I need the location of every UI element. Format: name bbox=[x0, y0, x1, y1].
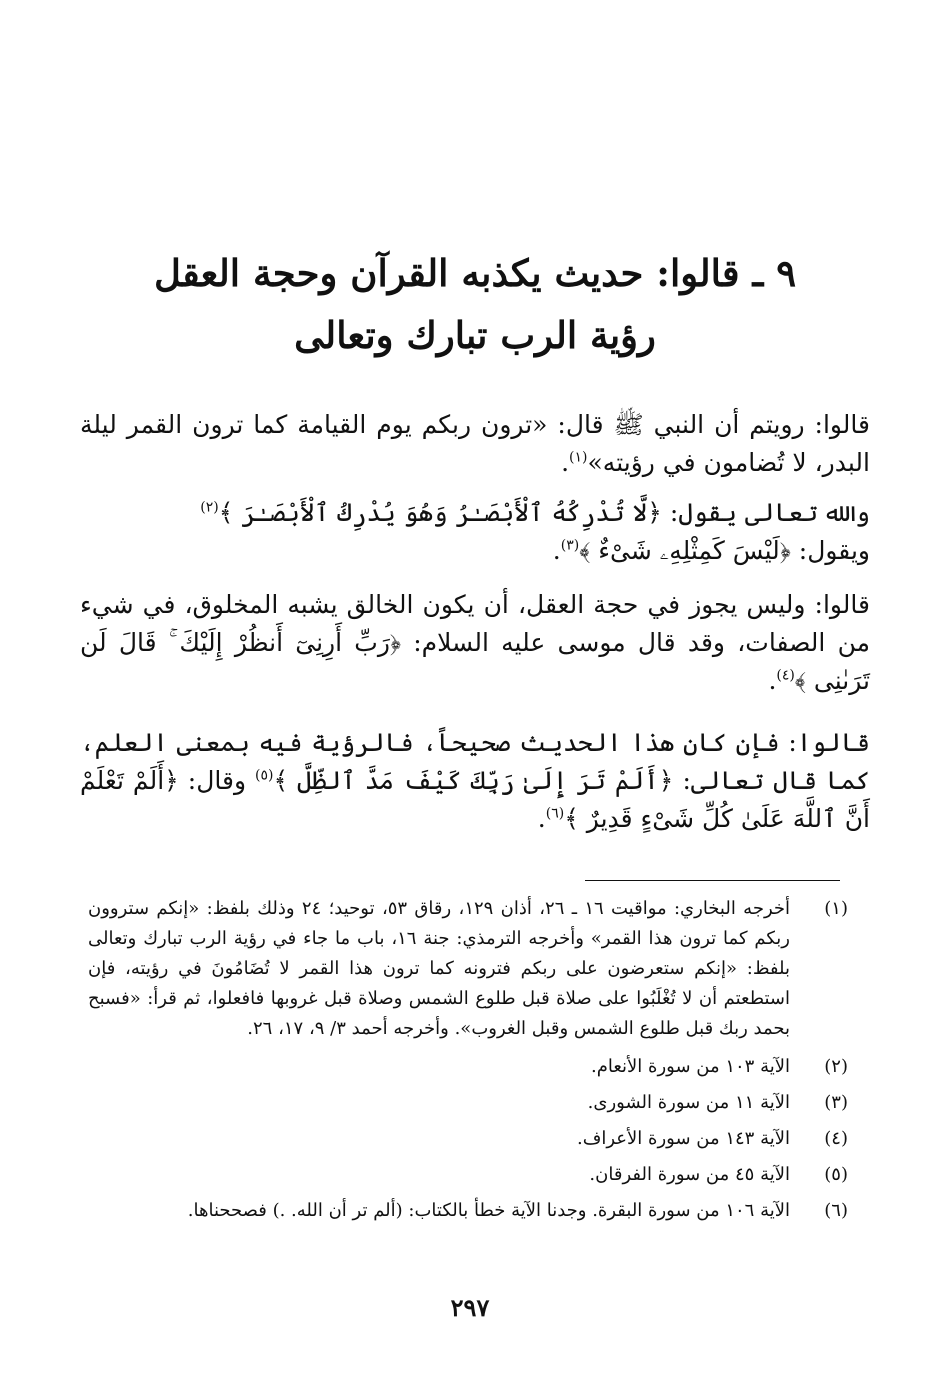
paragraph-2-verse-a: والله تعالى يقول: ﴿لَّا تُدْرِكُهُ ٱلْأَبْصَـٰرُ وَهُوَ يُدْرِكُ ٱلْأَبْصَـٰرَ ﴾ bbox=[218, 498, 870, 527]
footnote-number: (٣) bbox=[824, 1092, 848, 1113]
paragraph-1-text: قالوا: رويتم أن النبي ﷺ قال: «ترون ربكم يوم القيامة كما ترون القمر ليلة البدر، لا تُضامون في رؤيته» bbox=[80, 410, 870, 477]
footnote-text: الآية ١٠٦ من سورة البقرة. وجدنا الآية خطأ بالكتاب: (ألم تر أن الله. .) فصححناها. bbox=[187, 1200, 790, 1221]
paragraph-2 bbox=[80, 494, 870, 570]
paragraph-4-text-a: قالوا: فإن كان هذا الحديث صحيحاً، فالرؤية فيه بمعنى العلم، كما قال تعالى: ﴿أَلَمْ تَرَ إِلَىٰ رَبِّكَ كَيْفَ مَدَّ ٱلظِّلَّ ﴾ bbox=[80, 728, 871, 795]
footnote-number: (١) bbox=[824, 898, 848, 919]
paragraph-4-end: . bbox=[537, 804, 546, 833]
footnote-ref-1: (١) bbox=[569, 449, 588, 466]
footnote-2 bbox=[88, 1052, 848, 1082]
footnote-text: الآية ١٤٣ من سورة الأعراف. bbox=[576, 1128, 790, 1149]
footnote-ref-2: (٢) bbox=[200, 499, 219, 516]
footnote-6 bbox=[88, 1196, 848, 1226]
footnote-text: الآية ١١ من سورة الشورى. bbox=[587, 1092, 790, 1113]
footnote-number: (٤) bbox=[824, 1128, 848, 1149]
footnote-text: أخرجه البخاري: مواقيت ١٦ ـ ٢٦، أذان ١٢٩، رقاق ٥٣، توحيد؛ ٢٤ وذلك بلفظ: «إنكم ستروون ربكم كما ترون هذا القمر» وأخرجه الترمذي: جنة ١٦، باب ما جاء في رؤية الرب تبارك وتعالى بلفظ: «إنكم ستعرضون على ربكم فترونه كما ترون هذا القمر لا تُضَامُونَ في رؤيته، فإن استطعتم أن لا تُغْلَبُوا على صلاة قبل طلوع الشمس وصلاة قبل غروبها فافعلوا، ثم قرأ: «فسبح بحمد ربك قبل طلوع الشمس وقبل الغروب». وأخرجه أحمد ٣/ ٩، ١٧، ٢٦. bbox=[88, 898, 791, 1039]
paragraph-3 bbox=[80, 586, 870, 700]
paragraph-1 bbox=[80, 406, 870, 482]
footnote-5 bbox=[88, 1160, 848, 1190]
footnote-ref-3: (٣) bbox=[560, 537, 580, 554]
paragraph-3-text: قالوا: وليس يجوز في حجة العقل، أن يكون الخالق يشبه المخلوق، في شيء من الصفات، وقد قال موسى عليه السلام: ﴿رَبِّ أَرِنِىٓ أَنظُرْ إِلَيْكَ ۚ قَالَ لَن تَرَىٰنِى ﴾ bbox=[80, 590, 870, 695]
chapter-title: ٩ ـ قالوا: حديث يكذبه القرآن وحجة العقل bbox=[153, 251, 797, 295]
chapter-subtitle: رؤية الرب تبارك وتعالى bbox=[294, 313, 656, 357]
footnote-3 bbox=[88, 1088, 848, 1118]
footnote-ref-6: (٦) bbox=[545, 805, 565, 822]
footnote-1 bbox=[88, 894, 848, 1044]
page-number: ٢٩٧ bbox=[450, 1293, 490, 1322]
footnote-ref-5: (٥) bbox=[255, 767, 274, 784]
footnote-number: (٢) bbox=[824, 1056, 848, 1077]
paragraph-4 bbox=[80, 724, 870, 838]
paragraph-4-text-b: وقال: ﴿أَلَمْ تَعْلَمْ أَنَّ ٱللَّهَ عَلَىٰ كُلِّ شَىْءٍ قَدِيرٌ ﴾ bbox=[80, 766, 870, 833]
paragraph-1-end: . bbox=[561, 448, 570, 477]
footnote-text: الآية ٤٥ من سورة الفرقان. bbox=[589, 1164, 790, 1185]
footnote-number: (٦) bbox=[824, 1200, 848, 1221]
paragraph-3-end: . bbox=[768, 666, 777, 695]
footnote-4 bbox=[88, 1124, 848, 1154]
footnote-ref-4: (٤) bbox=[776, 667, 795, 684]
footnote-number: (٥) bbox=[824, 1164, 848, 1185]
paragraph-2-verse-b: ويقول: ﴿لَيْسَ كَمِثْلِهِۦ شَىْءٌ ﴾ bbox=[579, 536, 870, 565]
paragraph-2-end: . bbox=[552, 536, 561, 565]
footnotes bbox=[88, 894, 848, 1232]
footnote-text: الآية ١٠٣ من سورة الأنعام. bbox=[591, 1056, 790, 1077]
footnote-separator bbox=[585, 880, 840, 881]
